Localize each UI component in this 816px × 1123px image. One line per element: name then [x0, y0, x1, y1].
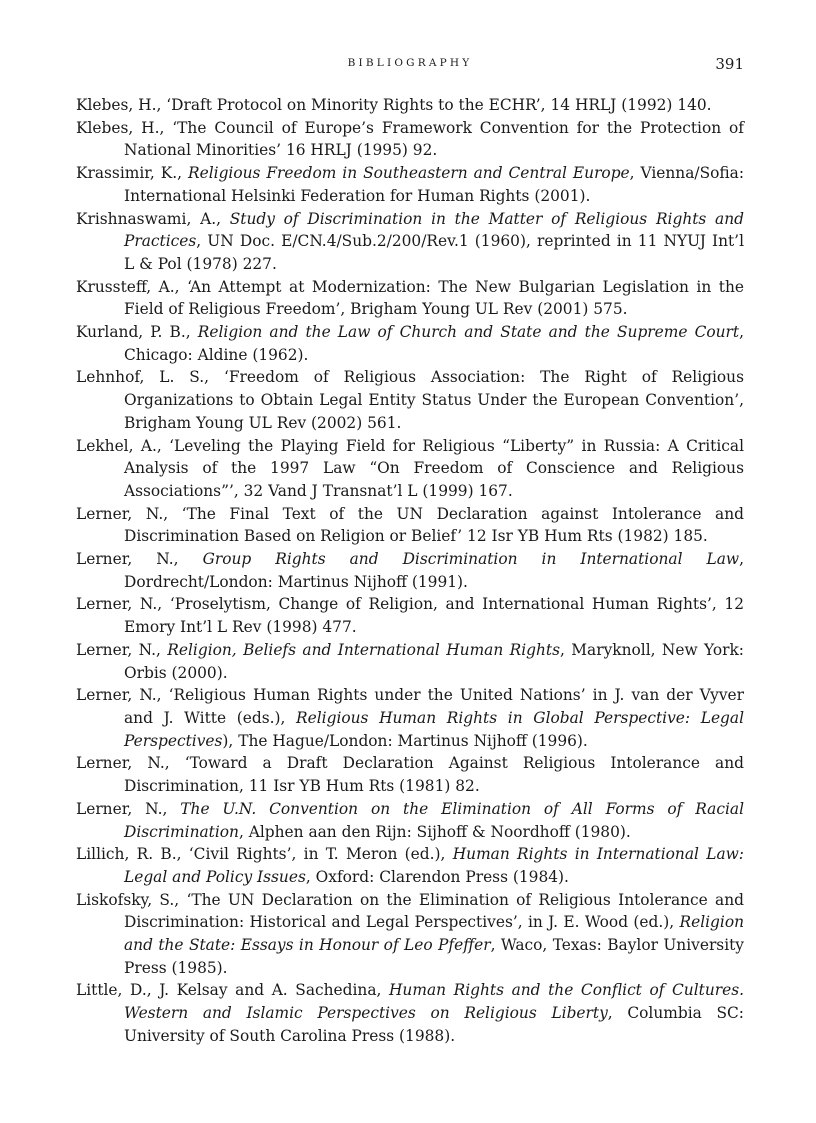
entry-text: , Maryknoll, New York: Orbis (2000).: [124, 640, 744, 682]
bibliography-entry: [76, 798, 744, 843]
bibliography-entry: [76, 503, 744, 548]
entry-text: Little, D., J. Kelsay and A. Sachedina,: [76, 981, 390, 1000]
entry-title-italic: Group Rights and Discrimination in International Law: [202, 550, 740, 569]
bibliography-entry: [76, 276, 744, 321]
entry-title-italic: Religious Freedom in Southeastern and Central Europe: [188, 164, 630, 183]
bibliography-entry: [76, 321, 744, 366]
entry-text: , Oxford: Clarendon Press (1984).: [305, 867, 569, 886]
bibliography-entry: [76, 843, 744, 888]
entry-text: Krishnaswami, A.,: [76, 209, 230, 228]
bibliography-entry: [76, 889, 744, 980]
running-title: BIBLIOGRAPHY: [347, 57, 473, 69]
entry-text: , Chicago: Aldine (1962).: [124, 323, 744, 364]
bibliography-entry: [76, 639, 744, 684]
entry-title-italic: Human Rights in International Law: Legal and Policy Issues: [124, 845, 744, 886]
entry-title-italic: Human Rights and the Conflict of Cultures. Western and Islamic Perspectives on Religious Liberty: [124, 981, 744, 1023]
entry-text: Krassimir, K.,: [76, 164, 189, 183]
entry-text: Lerner, N.,: [76, 550, 203, 569]
entry-title-italic: Religion, Beliefs and International Human Rights: [167, 640, 560, 659]
entry-title-italic: Religion and the Law of Church and State and the Supreme Court: [197, 323, 740, 342]
entry-text: ), The Hague/London: Martinus Nijhoff (1996).: [222, 731, 588, 750]
bibliography-entry: [76, 366, 744, 434]
bibliography-entry: [76, 548, 744, 593]
entry-title-italic: The U.N. Convention on the Elimination of All Forms of Racial Discrimination: [124, 799, 744, 841]
entry-text: Liskofsky, S., ‘The UN Declaration on the Elimination of Religious Intolerance and Discrimination: Historical and Legal Perspectives’, in J. E. Wood (ed.),: [76, 890, 744, 932]
bibliography-entry: [76, 593, 744, 638]
entry-text: , Waco, Texas: Baylor University Press (1985).: [124, 936, 745, 977]
entry-title-italic: Religion and the State: Essays in Honour of Leo Pfeffer: [124, 913, 744, 955]
bibliography-entry: [76, 979, 744, 1047]
entry-text: Lerner, N., ‘Proselytism, Change of Religion, and International Human Rights’, 12 Emory Int’l L Rev (1998) 477.: [76, 595, 744, 637]
entry-text: Klebes, H., ‘Draft Protocol on Minority Rights to the ECHR’, 14 HRLJ (1992) 140.: [76, 96, 712, 114]
entry-text: , UN Doc. E/CN.4/Sub.2/200/Rev.1 (1960), reprinted in 11 NYUJ Int’l L & Pol (1978) 227.: [124, 232, 744, 273]
entry-text: , Alphen aan den Rijn: Sijhoff & Noordhoff (1980).: [238, 822, 631, 841]
entry-text: Lekhel, A., ‘Leveling the Playing Field for Religious “Liberty” in Russia: A Critical Analysis of the 1997 Law “On Freedom of Conscience and Religious Associations”’, 32 Vand J Transnat’l L (1999) 167.: [76, 436, 744, 500]
bibliography-entry: [76, 435, 744, 503]
bibliography-entry: [76, 162, 744, 207]
entry-text: , Columbia SC: University of South Carolina Press (1988).: [124, 1004, 744, 1045]
bibliography-entry: [76, 94, 744, 117]
bibliography-entry: [76, 117, 744, 162]
entry-title-italic: Religious Human Rights in Global Perspective: Legal Perspectives: [124, 708, 744, 750]
entry-text: Lerner, N.,: [76, 799, 181, 818]
entry-text: Lillich, R. B., ‘Civil Rights’, in T. Meron (ed.),: [76, 845, 453, 864]
entry-text: Lehnhof, L. S., ‘Freedom of Religious Association: The Right of Religious Organizations to Obtain Legal Entity Status Under the European Convention’, Brigham Young UL Rev (2002) 561.: [76, 368, 744, 432]
entry-text: Lerner, N.,: [76, 640, 168, 659]
running-header: [76, 55, 744, 75]
bibliography-entry: [76, 752, 744, 797]
entry-text: , Vienna/Sofia: International Helsinki Federation for Human Rights (2001).: [124, 164, 745, 205]
bibliography-entry: [76, 684, 744, 752]
entry-text: Lerner, N., ‘The Final Text of the UN Declaration against Intolerance and Discrimination Based on Religion or Belief’ 12 Isr YB Hum Rts (1982) 185.: [76, 504, 744, 546]
entry-text: Lerner, N., ‘Religious Human Rights under the United Nations’ in J. van der Vyver and J. Witte (eds.),: [76, 686, 744, 727]
entry-text: Lerner, N., ‘Toward a Draft Declaration Against Religious Intolerance and Discrimination, 11 Isr YB Hum Rts (1981) 82.: [76, 754, 744, 796]
bibliography-list: [76, 94, 744, 1048]
bibliography-entry: [76, 208, 744, 276]
page-number: 391: [715, 55, 744, 73]
entry-title-italic: Study of Discrimination in the Matter of Religious Rights and Practices: [124, 209, 744, 251]
entry-text: , Dordrecht/London: Martinus Nijhoff (1991).: [124, 550, 744, 591]
entry-text: Krussteff, A., ‘An Attempt at Modernization: The New Bulgarian Legislation in the Field of Religious Freedom’, Brigham Young UL Rev (2001) 575.: [76, 277, 744, 319]
entry-text: Klebes, H., ‘The Council of Europe’s Framework Convention for the Protection of National Minorities’ 16 HRLJ (1995) 92.: [76, 118, 744, 160]
entry-text: Kurland, P. B.,: [76, 323, 198, 342]
